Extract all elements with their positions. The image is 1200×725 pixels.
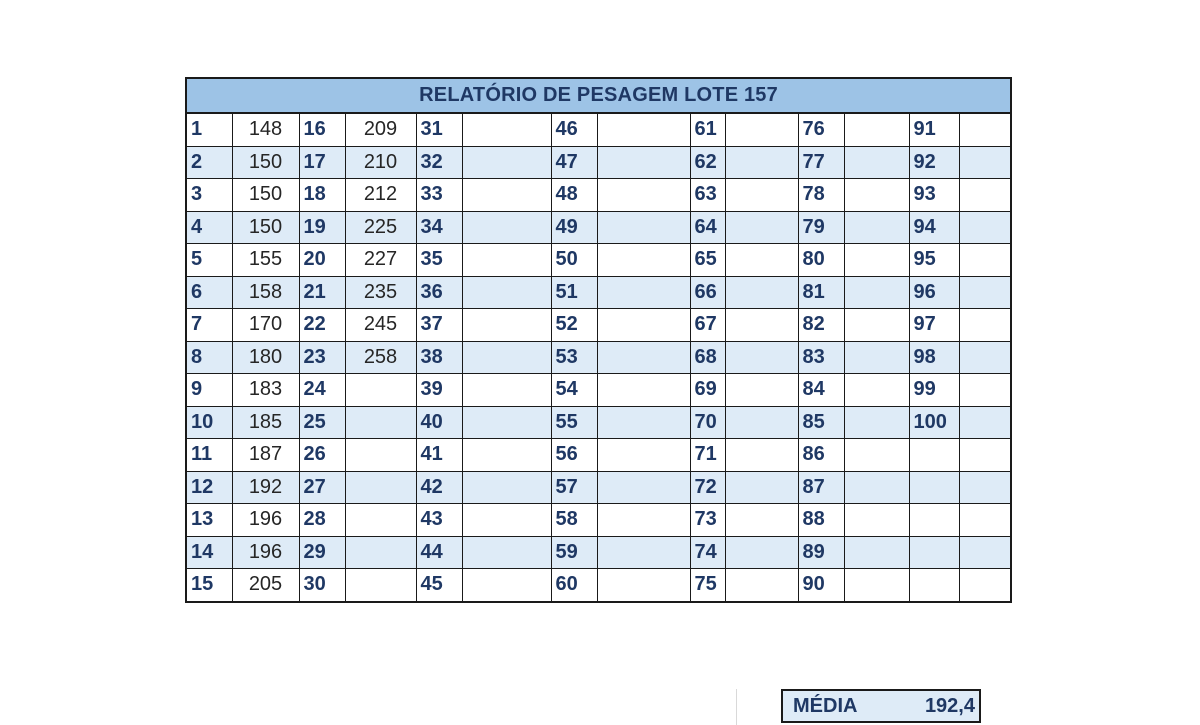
weight-cell: [959, 536, 1011, 569]
weight-cell: [844, 179, 909, 212]
table-row: [186, 146, 1011, 179]
animal-number-cell: 41: [416, 439, 462, 472]
animal-number-cell: 47: [551, 146, 597, 179]
animal-number-cell: 73: [690, 504, 725, 537]
weight-cell: 150: [232, 211, 299, 244]
weight-cell: [844, 113, 909, 146]
animal-number-cell: 33: [416, 179, 462, 212]
animal-number-cell: 62: [690, 146, 725, 179]
animal-number-cell: 39: [416, 374, 462, 407]
weight-cell: [959, 406, 1011, 439]
table-row: [186, 341, 1011, 374]
weight-cell: [597, 374, 690, 407]
animal-number-cell: 30: [299, 569, 345, 602]
weight-cell: [844, 536, 909, 569]
animal-number-cell: [909, 439, 959, 472]
animal-number-cell: [909, 569, 959, 602]
animal-number-cell: 61: [690, 113, 725, 146]
weight-cell: [844, 146, 909, 179]
animal-number-cell: 46: [551, 113, 597, 146]
weight-cell: 205: [232, 569, 299, 602]
average-label: MÉDIA: [793, 694, 858, 717]
animal-number-cell: 98: [909, 341, 959, 374]
animal-number-cell: 88: [798, 504, 844, 537]
weight-cell: 209: [345, 113, 416, 146]
table-row: [186, 536, 1011, 569]
table-row: [186, 569, 1011, 602]
weight-cell: [725, 179, 798, 212]
animal-number-cell: 35: [416, 244, 462, 277]
animal-number-cell: 9: [186, 374, 232, 407]
animal-number-cell: 95: [909, 244, 959, 277]
weight-cell: 150: [232, 146, 299, 179]
animal-number-cell: 16: [299, 113, 345, 146]
animal-number-cell: 76: [798, 113, 844, 146]
animal-number-cell: 100: [909, 406, 959, 439]
animal-number-cell: 43: [416, 504, 462, 537]
weight-cell: 212: [345, 179, 416, 212]
table-row: [186, 211, 1011, 244]
weight-cell: [725, 146, 798, 179]
weight-cell: 148: [232, 113, 299, 146]
animal-number-cell: 72: [690, 471, 725, 504]
weight-cell: [959, 309, 1011, 342]
animal-number-cell: 5: [186, 244, 232, 277]
animal-number-cell: 69: [690, 374, 725, 407]
animal-number-cell: 92: [909, 146, 959, 179]
weight-cell: 185: [232, 406, 299, 439]
weight-cell: 196: [232, 536, 299, 569]
animal-number-cell: 74: [690, 536, 725, 569]
animal-number-cell: 2: [186, 146, 232, 179]
weight-cell: 158: [232, 276, 299, 309]
weight-cell: [462, 276, 551, 309]
animal-number-cell: [909, 471, 959, 504]
weight-cell: [462, 113, 551, 146]
weight-cell: [462, 439, 551, 472]
weight-cell: [959, 374, 1011, 407]
animal-number-cell: 49: [551, 211, 597, 244]
table-row: [186, 406, 1011, 439]
weight-cell: [462, 179, 551, 212]
weight-cell: 170: [232, 309, 299, 342]
animal-number-cell: 67: [690, 309, 725, 342]
weight-cell: [844, 244, 909, 277]
weight-cell: [725, 439, 798, 472]
weight-cell: [597, 406, 690, 439]
animal-number-cell: 45: [416, 569, 462, 602]
animal-number-cell: 85: [798, 406, 844, 439]
animal-number-cell: 29: [299, 536, 345, 569]
animal-number-cell: 53: [551, 341, 597, 374]
weight-cell: [462, 536, 551, 569]
animal-number-cell: 90: [798, 569, 844, 602]
weight-cell: [725, 569, 798, 602]
table-row: [186, 113, 1011, 146]
weight-cell: [959, 341, 1011, 374]
weight-cell: [597, 341, 690, 374]
weight-cell: [725, 244, 798, 277]
cell-divider: [736, 689, 737, 725]
weight-cell: [345, 406, 416, 439]
weight-cell: [959, 244, 1011, 277]
weight-cell: [597, 504, 690, 537]
weight-cell: [462, 341, 551, 374]
animal-number-cell: 8: [186, 341, 232, 374]
weight-cell: 196: [232, 504, 299, 537]
weight-cell: [345, 569, 416, 602]
animal-number-cell: 19: [299, 211, 345, 244]
animal-number-cell: 63: [690, 179, 725, 212]
animal-number-cell: 50: [551, 244, 597, 277]
animal-number-cell: 66: [690, 276, 725, 309]
weight-cell: [725, 504, 798, 537]
weight-cell: [597, 211, 690, 244]
animal-number-cell: 40: [416, 406, 462, 439]
weight-cell: [725, 406, 798, 439]
animal-number-cell: 75: [690, 569, 725, 602]
animal-number-cell: 42: [416, 471, 462, 504]
animal-number-cell: 99: [909, 374, 959, 407]
weight-cell: 245: [345, 309, 416, 342]
animal-number-cell: 37: [416, 309, 462, 342]
animal-number-cell: 6: [186, 276, 232, 309]
table-row: [186, 504, 1011, 537]
animal-number-cell: 93: [909, 179, 959, 212]
animal-number-cell: 59: [551, 536, 597, 569]
weight-cell: [462, 374, 551, 407]
table-row: [186, 309, 1011, 342]
animal-number-cell: 52: [551, 309, 597, 342]
animal-number-cell: 55: [551, 406, 597, 439]
weight-cell: 235: [345, 276, 416, 309]
animal-number-cell: 28: [299, 504, 345, 537]
weight-cell: [959, 569, 1011, 602]
animal-number-cell: 77: [798, 146, 844, 179]
animal-number-cell: 25: [299, 406, 345, 439]
animal-number-cell: 79: [798, 211, 844, 244]
weight-cell: [959, 211, 1011, 244]
weight-cell: [597, 569, 690, 602]
weighing-report: [185, 77, 1010, 717]
weight-cell: [959, 471, 1011, 504]
animal-number-cell: 78: [798, 179, 844, 212]
weight-cell: [345, 439, 416, 472]
animal-number-cell: 48: [551, 179, 597, 212]
weight-cell: [462, 471, 551, 504]
weight-cell: [345, 536, 416, 569]
weight-cell: 227: [345, 244, 416, 277]
animal-number-cell: 57: [551, 471, 597, 504]
weight-cell: 155: [232, 244, 299, 277]
animal-number-cell: 27: [299, 471, 345, 504]
weight-cell: [345, 504, 416, 537]
animal-number-cell: 81: [798, 276, 844, 309]
animal-number-cell: 20: [299, 244, 345, 277]
weight-cell: [725, 309, 798, 342]
animal-number-cell: 14: [186, 536, 232, 569]
weight-cell: [597, 244, 690, 277]
animal-number-cell: 58: [551, 504, 597, 537]
animal-number-cell: 97: [909, 309, 959, 342]
animal-number-cell: 13: [186, 504, 232, 537]
average-box: [781, 689, 981, 723]
animal-number-cell: 44: [416, 536, 462, 569]
animal-number-cell: 56: [551, 439, 597, 472]
animal-number-cell: 10: [186, 406, 232, 439]
weight-cell: [725, 536, 798, 569]
animal-number-cell: 64: [690, 211, 725, 244]
weight-cell: [844, 406, 909, 439]
weight-cell: [844, 569, 909, 602]
weight-cell: [597, 471, 690, 504]
animal-number-cell: 15: [186, 569, 232, 602]
animal-number-cell: 94: [909, 211, 959, 244]
weight-cell: [345, 374, 416, 407]
animal-number-cell: 7: [186, 309, 232, 342]
weight-cell: [844, 211, 909, 244]
weight-cell: [597, 536, 690, 569]
animal-number-cell: 68: [690, 341, 725, 374]
animal-number-cell: 26: [299, 439, 345, 472]
weighing-table: [185, 77, 1012, 603]
weight-cell: [462, 211, 551, 244]
table-row: [186, 244, 1011, 277]
weight-cell: [844, 471, 909, 504]
table-row: [186, 374, 1011, 407]
animal-number-cell: 23: [299, 341, 345, 374]
weight-cell: [597, 113, 690, 146]
table-row: [186, 179, 1011, 212]
animal-number-cell: 31: [416, 113, 462, 146]
animal-number-cell: 89: [798, 536, 844, 569]
animal-number-cell: 51: [551, 276, 597, 309]
weight-cell: [462, 569, 551, 602]
animal-number-cell: 21: [299, 276, 345, 309]
animal-number-cell: 32: [416, 146, 462, 179]
animal-number-cell: 96: [909, 276, 959, 309]
animal-number-cell: 24: [299, 374, 345, 407]
animal-number-cell: 83: [798, 341, 844, 374]
animal-number-cell: 22: [299, 309, 345, 342]
weight-cell: 180: [232, 341, 299, 374]
animal-number-cell: 11: [186, 439, 232, 472]
weight-cell: 210: [345, 146, 416, 179]
animal-number-cell: 34: [416, 211, 462, 244]
table-row: [186, 439, 1011, 472]
animal-number-cell: 1: [186, 113, 232, 146]
weight-cell: [462, 406, 551, 439]
weight-cell: [959, 439, 1011, 472]
weight-cell: [725, 211, 798, 244]
weight-cell: [844, 309, 909, 342]
animal-number-cell: 84: [798, 374, 844, 407]
weight-cell: [462, 146, 551, 179]
weight-cell: [597, 276, 690, 309]
weight-cell: [844, 341, 909, 374]
animal-number-cell: 71: [690, 439, 725, 472]
weight-cell: [597, 146, 690, 179]
average-value: 192,4: [924, 694, 975, 717]
weight-cell: [844, 276, 909, 309]
weight-cell: [597, 179, 690, 212]
weight-cell: 150: [232, 179, 299, 212]
animal-number-cell: 80: [798, 244, 844, 277]
weight-cell: [345, 471, 416, 504]
animal-number-cell: 60: [551, 569, 597, 602]
weight-cell: [462, 309, 551, 342]
weight-cell: [462, 244, 551, 277]
weight-cell: [462, 504, 551, 537]
animal-number-cell: 54: [551, 374, 597, 407]
animal-number-cell: 65: [690, 244, 725, 277]
weight-cell: [959, 146, 1011, 179]
weight-cell: [597, 309, 690, 342]
weight-cell: [959, 179, 1011, 212]
animal-number-cell: [909, 536, 959, 569]
animal-number-cell: 86: [798, 439, 844, 472]
animal-number-cell: 3: [186, 179, 232, 212]
weight-cell: [959, 113, 1011, 146]
weight-cell: 187: [232, 439, 299, 472]
weight-cell: [725, 374, 798, 407]
animal-number-cell: 38: [416, 341, 462, 374]
animal-number-cell: [909, 504, 959, 537]
animal-number-cell: 91: [909, 113, 959, 146]
animal-number-cell: 36: [416, 276, 462, 309]
report-title: RELATÓRIO DE PESAGEM LOTE 157: [186, 78, 1011, 113]
weight-cell: [844, 374, 909, 407]
weight-cell: [725, 276, 798, 309]
weight-cell: [959, 504, 1011, 537]
weight-cell: [844, 504, 909, 537]
animal-number-cell: 87: [798, 471, 844, 504]
animal-number-cell: 18: [299, 179, 345, 212]
animal-number-cell: 70: [690, 406, 725, 439]
animal-number-cell: 12: [186, 471, 232, 504]
weight-cell: [959, 276, 1011, 309]
table-row: [186, 276, 1011, 309]
weight-cell: 258: [345, 341, 416, 374]
weight-cell: 183: [232, 374, 299, 407]
animal-number-cell: 4: [186, 211, 232, 244]
animal-number-cell: 82: [798, 309, 844, 342]
animal-number-cell: 17: [299, 146, 345, 179]
weight-cell: [725, 341, 798, 374]
table-row: [186, 471, 1011, 504]
weight-cell: [844, 439, 909, 472]
weight-cell: 225: [345, 211, 416, 244]
weight-cell: 192: [232, 471, 299, 504]
weight-cell: [725, 113, 798, 146]
weight-cell: [597, 439, 690, 472]
weight-cell: [725, 471, 798, 504]
